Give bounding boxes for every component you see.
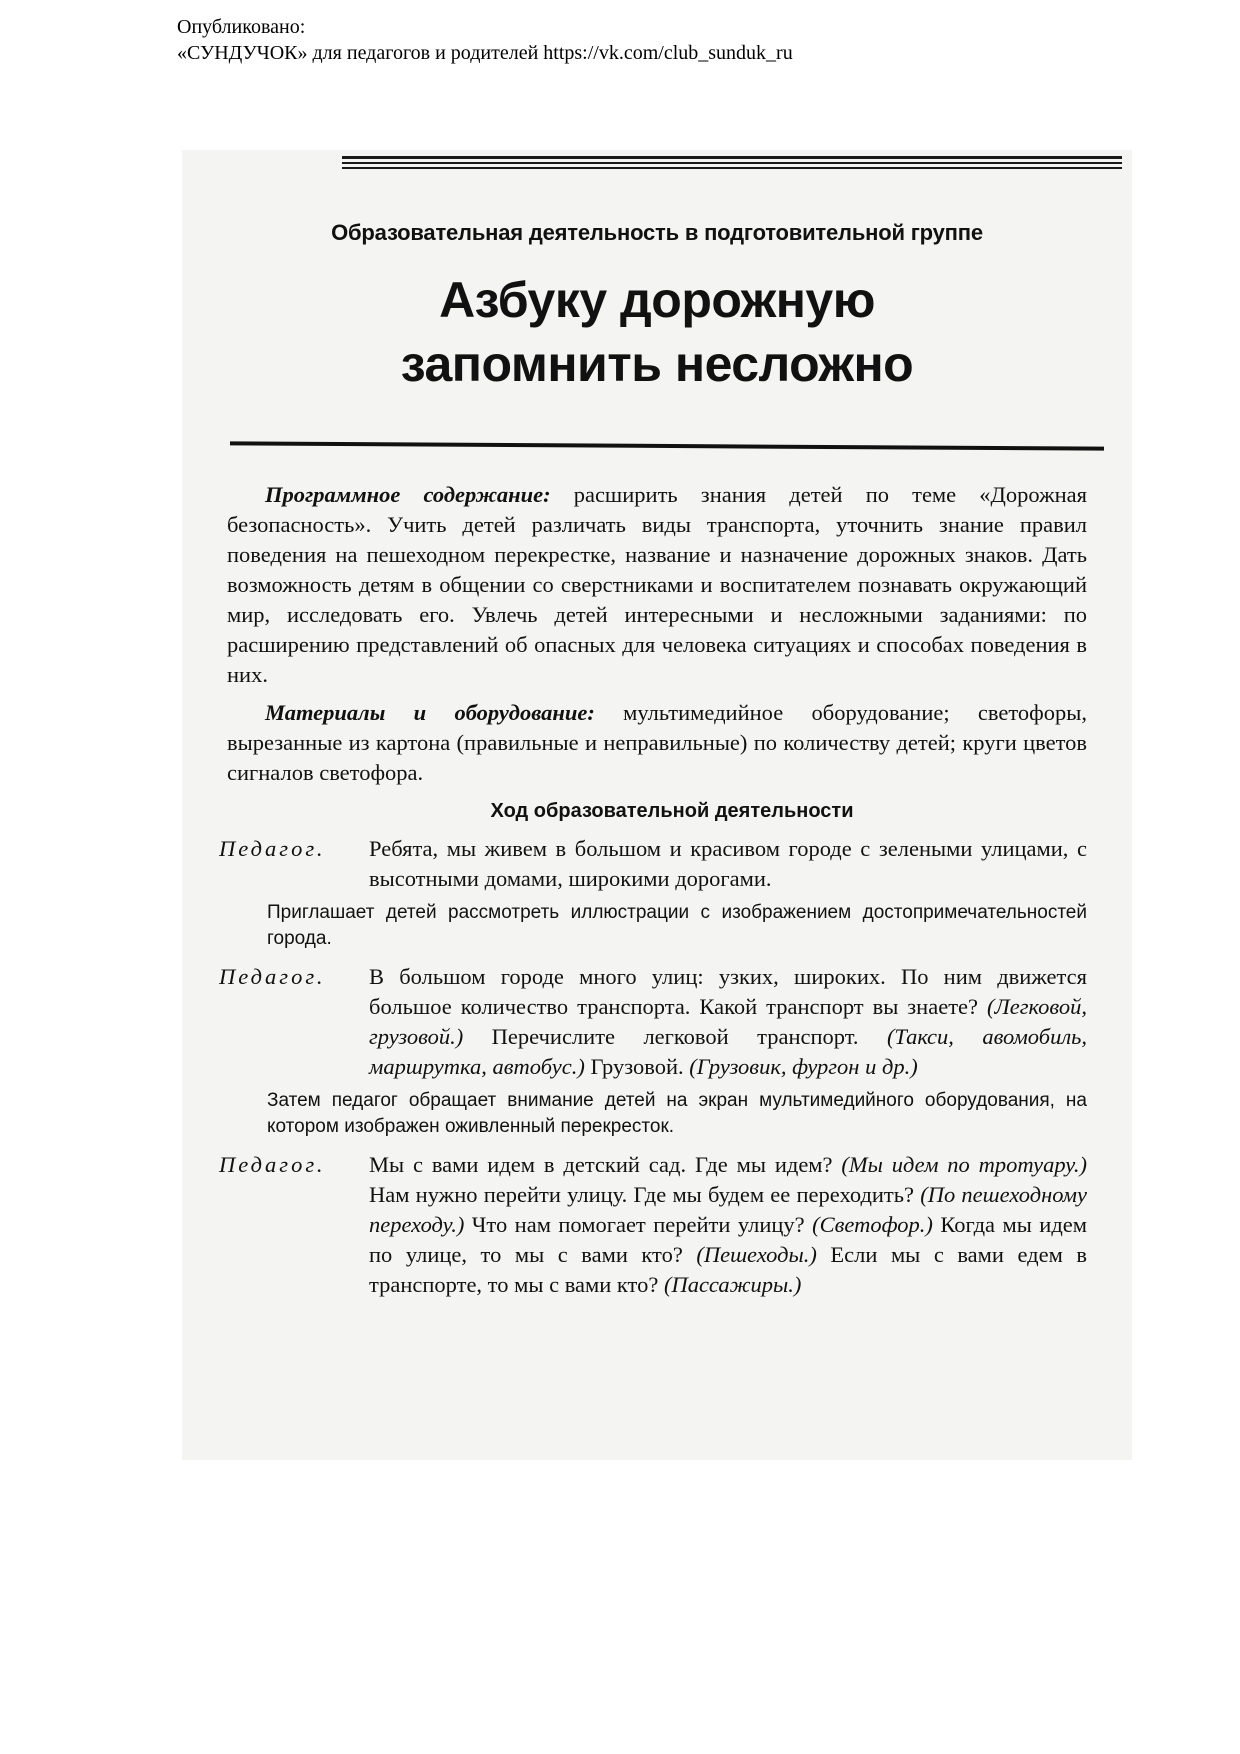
- program-text: расширить знания детей по теме «Дорожная безопасность». Учить детей различать виды транспорта, уточнить знание правил поведения на пешеходном перекрестке, название и назначение дорожных знаков. Дать возможность детям в общении со сверстниками и воспитателем познавать окружающий мир, исследовать его. Увлечь детей интересными и несложными заданиями: по расширению представлений об опасных для человека ситуациях и способах поведения в них.: [227, 482, 1087, 687]
- speech-part: Если мы с вами едем в транспорте, то мы с вами кто?: [369, 1242, 1087, 1297]
- speech-part: Когда мы идем по улице, то мы с вами кто?: [369, 1212, 1088, 1267]
- speech-text: [369, 962, 1087, 1082]
- program-label: Программное содержание:: [265, 482, 551, 507]
- scanned-page: [182, 150, 1132, 1460]
- publication-note: [177, 14, 793, 66]
- speech-text: Ребята, мы живем в большом и красивом городе с зелеными улицами, с высотными домами, широкими дорогами.: [369, 836, 1087, 891]
- answer-part: (Такси, авомобиль, маршрутка, автобус.): [369, 1024, 1088, 1079]
- speech-part: Мы с вами идем в детский сад. Где мы идем?: [369, 1152, 842, 1177]
- answer-part: (Легковой, грузовой.): [369, 994, 1087, 1049]
- title-divider: [230, 441, 1104, 450]
- speech-part: В большом городе много улиц: узких, широких. По ним движется большое количество транспорта. Какой транспорт вы знаете?: [369, 964, 1087, 1019]
- answer-part: (По пешеходному переходу.): [369, 1182, 1087, 1237]
- answer-part: (Грузовик, фургон и др.): [689, 1054, 918, 1079]
- title-line: запомнить несложно: [400, 336, 914, 392]
- activity-heading: Ход образовательной деятельности: [490, 800, 854, 822]
- dialog-line: [219, 962, 1088, 1082]
- dialog-line: [219, 1150, 1088, 1300]
- header-rules: [342, 156, 1122, 170]
- program-paragraph: [227, 480, 1087, 690]
- answer-part: (Светофор.): [812, 1212, 933, 1237]
- speaker-label: Педагог.: [219, 836, 326, 861]
- speech-part: Грузовой.: [584, 1054, 690, 1079]
- section-title: Образовательная деятельность в подготовительной группе: [331, 220, 983, 245]
- speech-text: [369, 1150, 1087, 1300]
- stage-note: Затем педагог обращает внимание детей на экран мультимедийного оборудования, на котором изображен оживленный перекресток.: [267, 1090, 1087, 1137]
- speech-part: Нам нужно перейти улицу. Где мы будем ее переходить?: [369, 1182, 921, 1207]
- page-title: [182, 268, 1132, 396]
- header-rule: [342, 162, 1122, 164]
- header-rule: [342, 156, 1122, 159]
- header-rule: [342, 167, 1122, 169]
- materials-label: Материалы и оборудование:: [265, 700, 595, 725]
- answer-part: (Пешеходы.): [696, 1242, 817, 1267]
- speech-part: Что нам помогает перейти улицу?: [464, 1212, 813, 1237]
- speaker-label: Педагог.: [219, 1152, 326, 1177]
- materials-paragraph: [227, 698, 1087, 788]
- materials-text: мультимедийное оборудование; светофоры, вырезанные из картона (правильные и неправильные) по количеству детей; круги цветов сигналов светофора.: [227, 700, 1088, 785]
- dialog-line: [219, 834, 1087, 894]
- speaker-label: Педагог.: [219, 964, 326, 989]
- publication-source: «СУНДУЧОК» для педагогов и родителей https://vk.com/club_sunduk_ru: [177, 42, 793, 64]
- stage-note: Приглашает детей рассмотреть иллюстрации с изображением достопримечательностей города.: [267, 902, 1087, 949]
- answer-part: (Пассажиры.): [663, 1272, 802, 1297]
- title-line: Азбуку дорожную: [439, 272, 875, 328]
- article-body: [219, 480, 1088, 1306]
- speech-part: Перечислите легковой транспорт.: [463, 1024, 887, 1049]
- answer-part: (Мы идем по тротуару.): [841, 1152, 1087, 1177]
- publication-label: Опубликовано:: [177, 16, 306, 38]
